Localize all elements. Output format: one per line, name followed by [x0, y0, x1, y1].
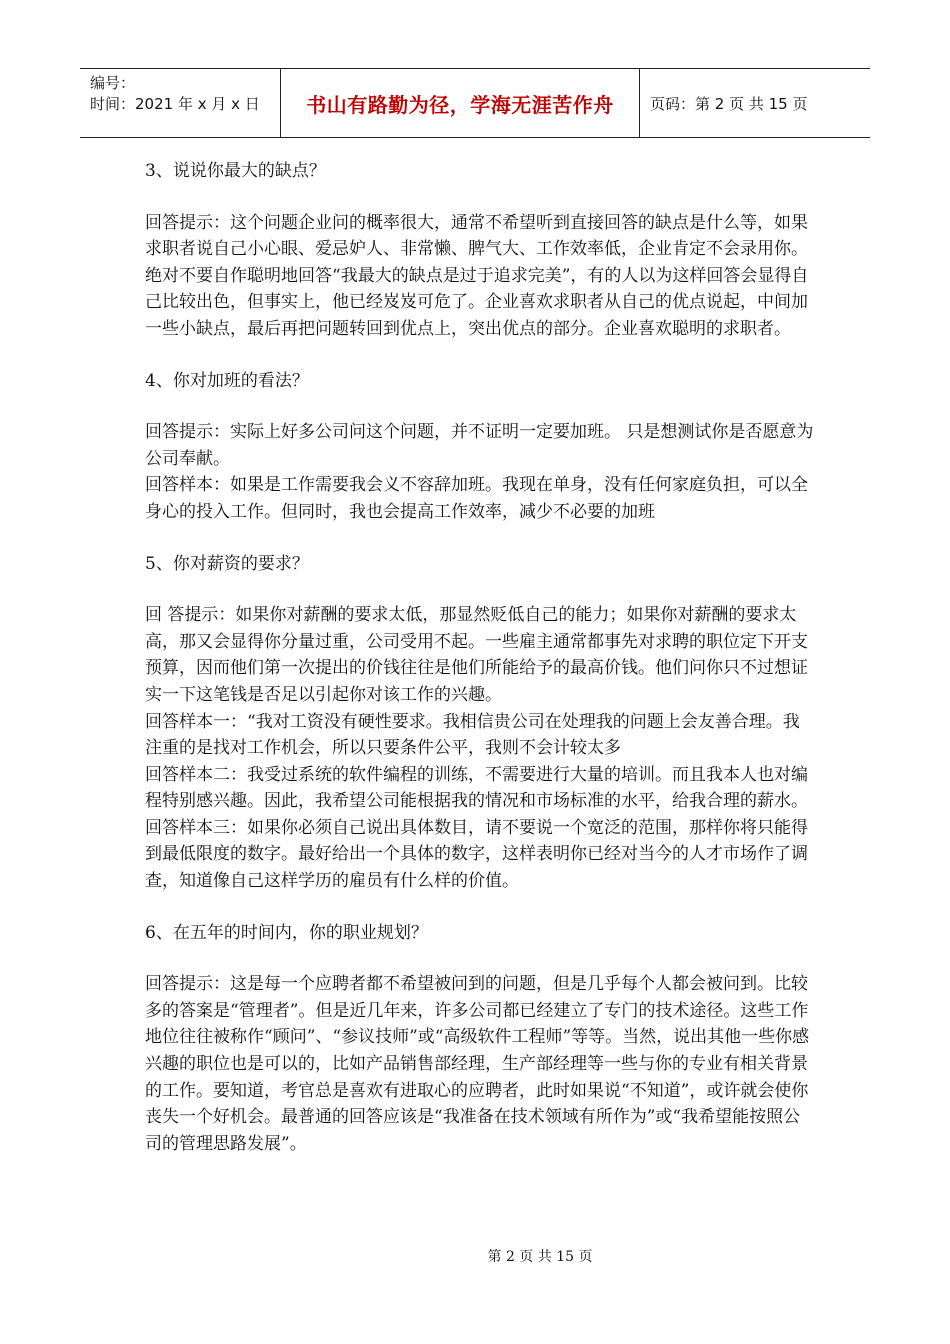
question-6-heading: 6、在五年的时间内，你的职业规划？ — [145, 922, 428, 943]
document-date-label: 时间：2021 年 x 月 x 日 — [90, 95, 260, 113]
page-header — [80, 68, 870, 138]
question-5-hint: 回 答提示：如果你对薪酬的要求太低，那显然贬低自己的能力；如果你对薪酬的要求太高，那又会显得你分量过重，公司受用不起。一些雇主通常都事先对求聘的职位定下开支预算，因而他们第一次提出的价钱往往是他们所能给予的最高价钱。他们问你只不过想证实一下这笔钱是否足以引起你对该工作的兴趣。 — [145, 605, 808, 705]
question-5-sample-1: 回答样本一：“我对工资没有硬性要求。我相信贵公司在处理我的问题上会友善合理。我注重的是找对工作机会，所以只要条件公平，我则不会计较太多 — [145, 711, 800, 759]
question-4-sample: 回答样本：如果是工作需要我会义不容辞加班。我现在单身，没有任何家庭负担，可以全身心的投入工作。但同时，我也会提高工作效率，减少不必要的加班 — [145, 475, 808, 522]
question-6-hint: 回答提示：这是每一个应聘者都不希望被问到的问题，但是几乎每个人都会被问到。比较多的答案是“管理者”。但是近几年来，许多公司都已经建立了专门的技术途径。这些工作地位往往被称作“顾问”、“参议技师”或“高级软件工程师”等等。当然，说出其他一些你感兴趣的职位也是可以的，比如产品销售部经理，生产部经理等一些与你的专业有相关背景的工作。要知道，考官总是喜欢有进取心的应聘者，此时如果说“不知道”，或许就会使你丧失一个好机会。最普通的回答应该是“我准备在技术领域有所作为”或“我希望能按照公司的管理思路发展”。 — [145, 974, 810, 1154]
question-5-sample-3: 回答样本三：如果你必须自己说出具体数目，请不要说一个宽泛的范围，那样你将只能得到最低限度的数字。最好给出一个具体的数字，这样表明你已经对当今的人才市场作了调查，知道像自己这样学历的雇员有什么样的价值。 — [145, 817, 808, 892]
header-page-number: 页码：第 2 页 共 15 页 — [650, 94, 808, 113]
question-3-heading: 3、说说你最大的缺点？ — [145, 161, 326, 181]
question-4-hint: 回答提示：实际上好多公司问这个问题，并不证明一定要加班。 只是想测试你是否愿意为公司奉献。 — [145, 422, 814, 469]
page-footer: 第 2 页 共 15 页 — [487, 1249, 593, 1265]
question-5-heading: 5、你对薪资的要求？ — [145, 553, 309, 574]
header-meta — [80, 69, 280, 137]
question-3-hint: 回答提示：这个问题企业问的概率很大，通常不希望听到直接回答的缺点是什么等，如果求职者说自己小心眼、爱忌妒人、非常懒、脾气大、工作效率低，企业肯定不会录用你。绝对不要自作聪明地回答“我最大的缺点是过于追求完美”，有的人以为这样回答会显得自己比较出色，但事实上，他已经岌岌可危了。企业喜欢求职者从自己的优点说起，中间加一些小缺点，最后再把问题转回到优点上，突出优点的部分。企业喜欢聪明的求职者。 — [145, 212, 809, 339]
header-motto: 书山有路勤为径，学海无涯苦作舟 — [280, 69, 640, 137]
question-5-sample-2: 回答样本二：我受过系统的软件编程的训练，不需要进行大量的培训。而且我本人也对编程特别感兴趣。因此，我希望公司能根据我的情况和市场标准的水平，给我合理的薪水。 — [145, 764, 808, 812]
document-number-label: 编号： — [90, 74, 136, 92]
question-4-heading: 4、你对加班的看法？ — [145, 370, 309, 391]
document-body — [145, 158, 815, 1157]
